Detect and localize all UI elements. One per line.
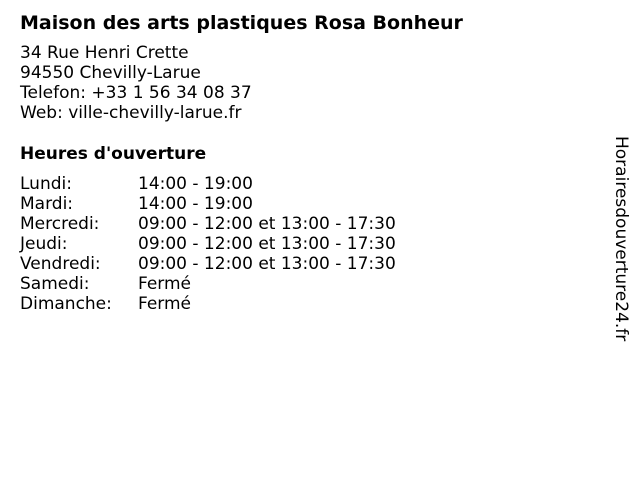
site-brand-vertical: Horairesdouverture24.fr <box>611 136 631 342</box>
phone-number: Telefon: +33 1 56 34 08 37 <box>20 83 252 103</box>
day-label: Vendredi: <box>20 254 101 274</box>
city-address: 94550 Chevilly-Larue <box>20 63 201 83</box>
place-title: Maison des arts plastiques Rosa Bonheur <box>20 12 463 34</box>
website-link[interactable]: Web: ville-chevilly-larue.fr <box>20 103 242 123</box>
hours-row-friday <box>20 254 396 274</box>
time-value: 14:00 - 19:00 <box>138 174 253 194</box>
day-label: Mercredi: <box>20 214 100 234</box>
hours-row-monday <box>20 174 396 194</box>
day-label: Jeudi: <box>20 234 68 254</box>
time-value: 14:00 - 19:00 <box>138 194 253 214</box>
hours-row-thursday <box>20 234 396 254</box>
hours-row-tuesday <box>20 194 396 214</box>
time-value: 09:00 - 12:00 et 13:00 - 17:30 <box>138 254 396 274</box>
time-value: Fermé <box>138 294 192 314</box>
day-label: Samedi: <box>20 274 90 294</box>
hours-row-sunday <box>20 294 396 314</box>
hours-row-saturday <box>20 274 396 294</box>
opening-hours-list <box>20 174 396 314</box>
time-value: 09:00 - 12:00 et 13:00 - 17:30 <box>138 214 396 234</box>
day-label: Mardi: <box>20 194 74 214</box>
street-address: 34 Rue Henri Crette <box>20 43 189 63</box>
day-label: Dimanche: <box>20 294 112 314</box>
address-block <box>20 43 252 123</box>
opening-hours-heading: Heures d'ouverture <box>20 144 207 164</box>
day-label: Lundi: <box>20 174 72 194</box>
hours-row-wednesday <box>20 214 396 234</box>
time-value: 09:00 - 12:00 et 13:00 - 17:30 <box>138 234 396 254</box>
time-value: Fermé <box>138 274 192 294</box>
